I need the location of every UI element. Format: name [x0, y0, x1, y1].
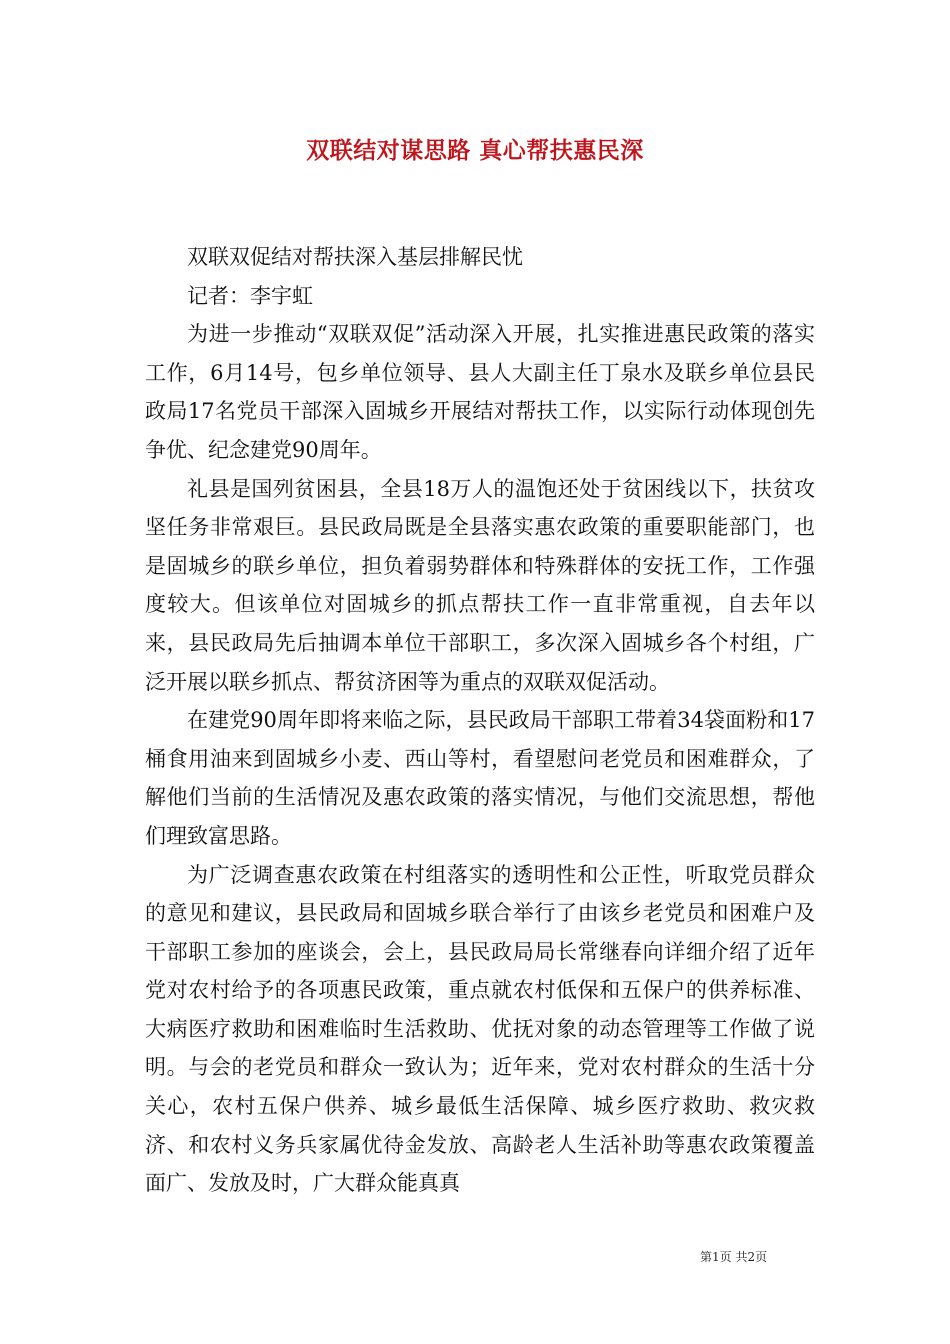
page-number: 第1页 共2页 [700, 1250, 768, 1264]
paragraph-1: 为进一步推动“双联双促”活动深入开展，扎实推进惠民政策的落实工作，6月14号，包乡单位领导、县人大副主任丁泉水及联乡单位县民政局17名党员干部深入固城乡开展结对帮扶工作，以实际行动体现创先争优、纪念建党90周年。 [145, 322, 815, 462]
article-subtitle: 双联双促结对帮扶深入基层排解民忧 [187, 245, 523, 269]
document-title: 双联结对谋思路 真心帮扶惠民深 [306, 137, 644, 164]
paragraph-3: 在建党90周年即将来临之际，县民政局干部职工带着34袋面粉和17桶食用油来到固城乡小麦、西山等村，看望慰问老党员和困难群众，了解他们当前的生活情况及惠农政策的落实情况，与他们交流思想，帮他们理致富思路。 [145, 708, 815, 848]
document-body [145, 238, 815, 1203]
paragraph-4: 为广泛调查惠农政策在村组落实的透明性和公正性，听取党员群众的意见和建议，县民政局和固城乡联合举行了由该乡老党员和困难户及干部职工参加的座谈会，会上，县民政局局长常继春向详细介绍了近年党对农村给予的各项惠民政策，重点就农村低保和五保户的供养标准、大病医疗救助和困难临时生活救助、优抚对象的动态管理等工作做了说明。与会的老党员和群众一致认为；近年来，党对农村群众的生活十分关心，农村五保户供养、城乡最低生活保障、城乡医疗救助、救灾救济、和农村义务兵家属优待金发放、高龄老人生活补助等惠农政策覆盖面广、发放及时，广大群众能真真 [145, 862, 815, 1196]
paragraph-2: 礼县是国列贫困县，全县18万人的温饱还处于贫困线以下，扶贫攻坚任务非常艰巨。县民政局既是全县落实惠农政策的重要职能部门，也是固城乡的联乡单位，担负着弱势群体和特殊群体的安抚工作，工作强度较大。但该单位对固城乡的抓点帮扶工作一直非常重视，自去年以来，县民政局先后抽调本单位干部职工，多次深入固城乡各个村组，广泛开展以联乡抓点、帮贫济困等为重点的双联双促活动。 [145, 476, 815, 694]
reporter-line: 记者：李宇虹 [187, 283, 313, 308]
